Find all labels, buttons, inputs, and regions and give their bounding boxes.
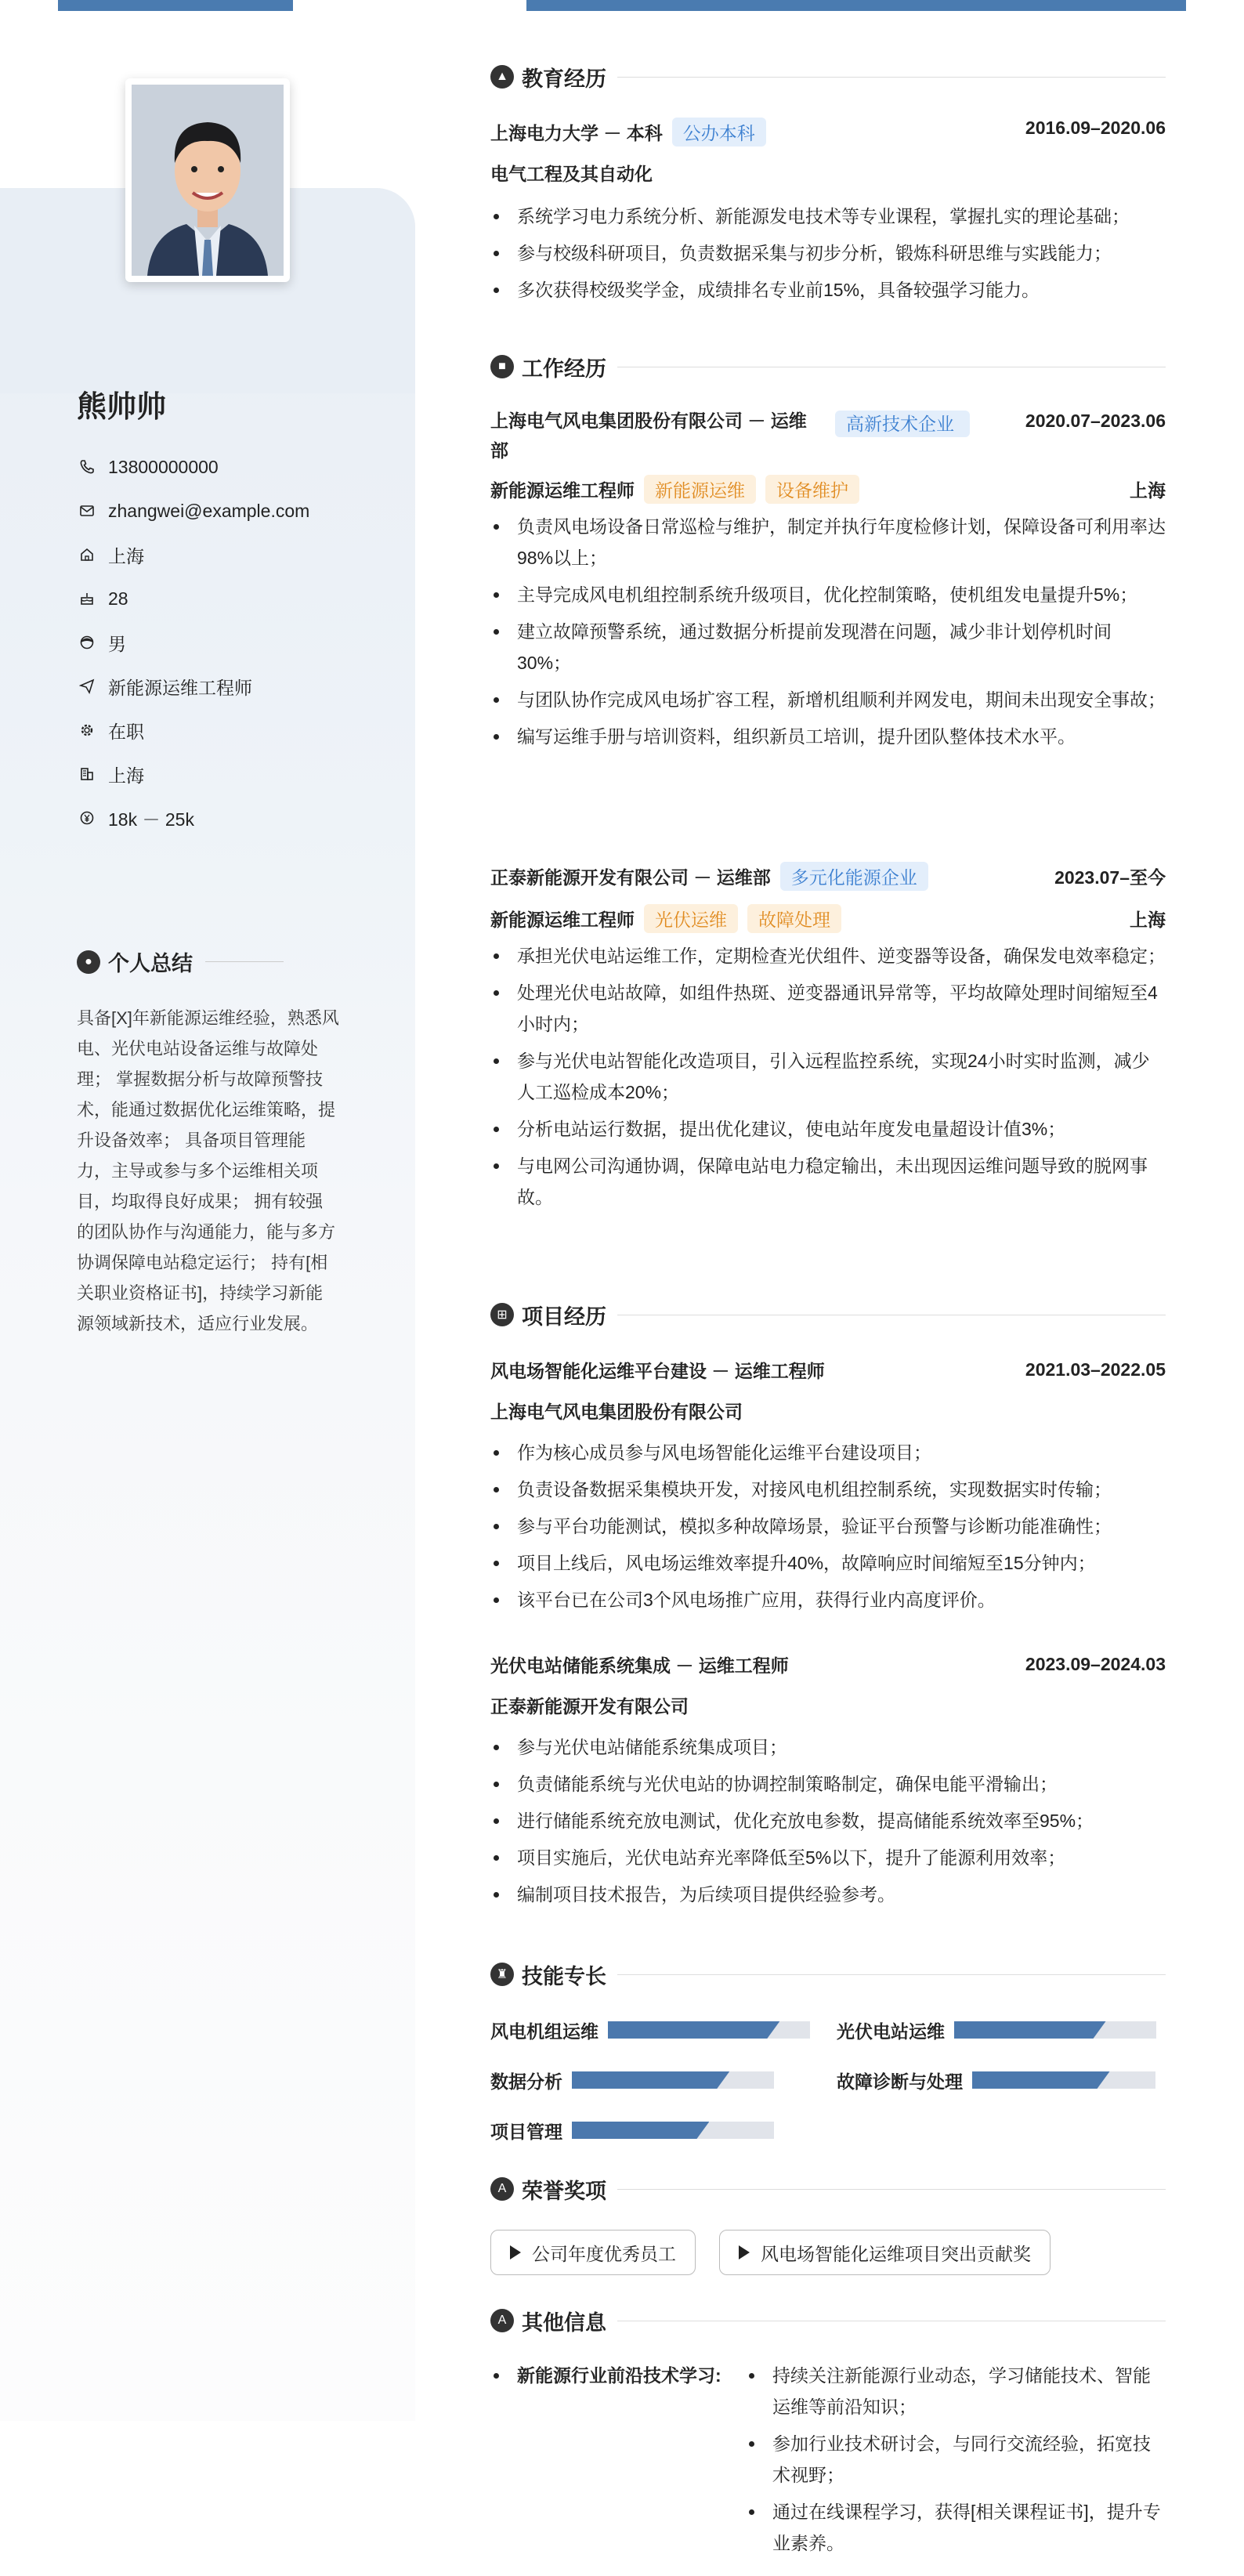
summary-title: ● 个人总结 xyxy=(77,946,284,977)
city-row: 上海 xyxy=(77,752,309,796)
skill-bar xyxy=(972,2071,1110,2089)
building-icon xyxy=(77,764,97,784)
list-item: 负责风电场设备日常巡检与维护，制定并执行年度检修计划，保障设备可利用率达98%以上； xyxy=(490,511,1166,573)
yen-icon xyxy=(77,808,97,828)
user-icon: ● xyxy=(77,950,100,974)
list-item: 作为核心成员参与风电场智能化运维平台建设项目； xyxy=(490,1437,1166,1468)
project-entry: 光伏电站储能系统集成 － 运维工程师 2023.09–2024.03 正泰新能源开发有限公司 参与光伏电站储能系统集成项目； 负责储能系统与光伏电站的协调控制策略制定，确保电能平滑输出； 进行储能系统充放电测试，优化充放电参数，提高储能系统效率至95%； 项目实施后，光伏电站弃光率降低至5%以下，提升了能源利用效率； 编制项目技术报告，为后续项目提供经验参考。 xyxy=(490,1648,1166,1910)
top-accent-bar-right xyxy=(526,0,1186,11)
list-item: 编写运维手册与培训资料，组织新员工培训，提升团队整体技术水平。 xyxy=(490,721,1166,752)
skill-bar xyxy=(954,2021,1106,2039)
list-item: 该平台已在公司3个风电场推广应用，获得行业内高度评价。 xyxy=(490,1584,1166,1615)
list-item: 负责设备数据采集模块开发，对接风电机组控制系统，实现数据实时传输； xyxy=(490,1474,1166,1505)
phone-row: 13800000000 xyxy=(77,445,309,489)
play-icon xyxy=(510,2245,521,2259)
cake-icon xyxy=(77,588,97,609)
age-row: 28 xyxy=(77,577,309,620)
school-tag: 公办本科 xyxy=(672,118,766,147)
avatar xyxy=(125,78,290,282)
list-item: 参与平台功能测试，模拟多种故障场景，验证平台预警与诊断功能准确性； xyxy=(490,1511,1166,1542)
honor-item: 风电场智能化运维项目突出贡献奖 xyxy=(719,2230,1051,2275)
trophy-icon: ♜ xyxy=(490,1963,514,1986)
work-entry: 正泰新能源开发有限公司 － 运维部 多元化能源企业 2023.07–至今 新能源运维工程师 光伏运维 故障处理 上海 承担光伏电站运维工作，定期检查光伏组件、逆变器等设备，确保发电效率稳定； 处理光伏电站故障，如组件热斑、逆变器通讯异常等，平均故障处理时间缩短至4小时内； 参与光伏电站智能化改造项目，引入远程监控系统，实现24小时实时监测，减少人工巡检成本20%； 分析电站运行数据，提出优化建议，使电站年度发电量超设计值3%； 与电网公司沟通协调，保障电站电力稳定输出，未出现因运维问题导致的脱网事故。 xyxy=(490,860,1166,1213)
list-item: 承担光伏电站运维工作，定期检查光伏组件、逆变器等设备，确保发电效率稳定； xyxy=(490,940,1166,971)
education-entry: 上海电力大学 － 本科 公办本科 2016.09–2020.06 电气工程及其自动化 系统学习电力系统分析、新能源发电技术等专业课程，掌握扎实的理论基础； 参与校级科研项目，负责数据采集与初步分析，锻炼科研思维与实践能力； 多次获得校级奖学金，成绩排名专业前15%，具备较强学习能力。 xyxy=(490,118,1166,306)
list-item: 负责储能系统与光伏电站的协调控制策略制定，确保电能平滑输出； xyxy=(490,1768,1166,1800)
mail-icon xyxy=(77,501,97,521)
list-item: 主导完成风电机组控制系统升级项目，优化控制策略，使机组发电量提升5%； xyxy=(490,579,1166,610)
list-item: 项目实施后，光伏电站弃光率降低至5%以下，提升了能源利用效率； xyxy=(490,1842,1166,1873)
gear-icon xyxy=(77,720,97,740)
skill-bar xyxy=(608,2021,779,2039)
list-item: 系统学习电力系统分析、新能源发电技术等专业课程，掌握扎实的理论基础； xyxy=(490,201,1166,232)
home-icon xyxy=(77,545,97,565)
gender-icon xyxy=(77,632,97,653)
briefcase-icon: ■ xyxy=(490,355,514,378)
skill-bar xyxy=(572,2122,709,2139)
skill-item: 光伏电站运维 xyxy=(837,2017,1156,2043)
award-icon: A xyxy=(490,2177,514,2201)
skill-item: 风电机组运维 xyxy=(490,2017,810,2043)
portrait-image xyxy=(132,85,284,276)
skill-bar xyxy=(572,2071,729,2089)
phone-icon xyxy=(77,457,97,477)
top-accent-bar-left xyxy=(58,0,293,11)
work-section-header: ■ 工作经历 xyxy=(490,351,1166,382)
send-icon xyxy=(77,676,97,696)
list-item: 持续关注新能源行业动态，学习储能技术、智能运维等前沿知识； xyxy=(746,2360,1166,2422)
grid-icon: ⊞ xyxy=(490,1303,514,1326)
company-tag: 多元化能源企业 xyxy=(780,862,928,891)
list-item: 多次获得校级奖学金，成绩排名专业前15%，具备较强学习能力。 xyxy=(490,274,1166,306)
list-item: 项目上线后，风电场运维效率提升40%，故障响应时间缩短至15分钟内； xyxy=(490,1547,1166,1579)
salary-row: 18k － 25k xyxy=(77,796,309,840)
list-item: 参与光伏电站智能化改造项目，引入远程监控系统，实现24小时实时监测，减少人工巡检成本20%； xyxy=(490,1045,1166,1108)
skill-item: 项目管理 xyxy=(490,2117,774,2144)
location-row: 上海 xyxy=(77,533,309,577)
skills-section-header: ♜ 技能专长 xyxy=(490,1959,1166,1990)
contact-info xyxy=(77,445,309,840)
education-section-header: ▲ 教育经历 xyxy=(490,61,1166,92)
list-item: 参加行业技术研讨会，与同行交流经验，拓宽技术视野； xyxy=(746,2428,1166,2491)
status-row: 在职 xyxy=(77,708,309,752)
info-icon: A xyxy=(490,2309,514,2332)
list-item: 与电网公司沟通协调，保障电站电力稳定输出，未出现因运维问题导致的脱网事故。 xyxy=(490,1150,1166,1213)
other-section-header: A 其他信息 xyxy=(490,2305,1166,2336)
work-entry: 上海电气风电集团股份有限公司 － 运维部 高新技术企业 2020.07–2023.06 新能源运维工程师 新能源运维 设备维护 上海 负责风电场设备日常巡检与维护，制定并执行年度检修计划，保障设备可利用率达98%以上； 主导完成风电机组控制系统升级项目，优化控制策略，使机组发电量提升5%； 建立故障预警系统，通过数据分析提前发现潜在问题，减少非计划停机时间30%； 与团队协作完成风电场扩容工程，新增机组顺利并网发电，期间未出现安全事故； 编写运维手册与培训资料，组织新员工培训，提升团队整体技术水平。 xyxy=(490,406,1166,752)
projects-section-header: ⊞ 项目经历 xyxy=(490,1299,1166,1330)
list-item: 进行储能系统充放电测试，优化充放电参数，提高储能系统效率至95%； xyxy=(490,1805,1166,1836)
graduation-cap-icon: ▲ xyxy=(490,65,514,89)
list-item: 参与校级科研项目，负责数据采集与初步分析，锻炼科研思维与实践能力； xyxy=(490,237,1166,269)
honor-item: 公司年度优秀员工 xyxy=(490,2230,696,2275)
list-item: 处理光伏电站故障，如组件热斑、逆变器通讯异常等，平均故障处理时间缩短至4小时内； xyxy=(490,977,1166,1040)
education-list xyxy=(490,201,1166,306)
company-tag: 高新技术企业 xyxy=(835,411,970,437)
email-row: zhangwei@example.com xyxy=(77,489,309,533)
list-item: 通过在线课程学习，获得[相关课程证书]，提升专业素养。 xyxy=(746,2496,1166,2559)
list-item: 编制项目技术报告，为后续项目提供经验参考。 xyxy=(490,1879,1166,1910)
project-entry: 风电场智能化运维平台建设 － 运维工程师 2021.03–2022.05 上海电气风电集团股份有限公司 作为核心成员参与风电场智能化运维平台建设项目； 负责设备数据采集模块开发，对接风电机组控制系统，实现数据实时传输； 参与平台功能测试，模拟多种故障场景，验证平台预警与诊断功能准确性； 项目上线后，风电场运维效率提升40%，故障响应时间缩短至15分钟内； 该平台已在公司3个风电场推广应用，获得行业内高度评价。 xyxy=(490,1354,1166,1615)
honors-section-header: A 荣誉奖项 xyxy=(490,2173,1166,2205)
skill-item: 故障诊断与处理 xyxy=(837,2067,1155,2093)
list-item: 参与光伏电站储能系统集成项目； xyxy=(490,1731,1166,1763)
person-name: 熊帅帅 xyxy=(77,391,167,424)
gender-row: 男 xyxy=(77,620,309,664)
position-row: 新能源运维工程师 xyxy=(77,664,309,708)
list-item: 与团队协作完成风电场扩容工程，新增机组顺利并网发电，期间未出现安全事故； xyxy=(490,684,1166,715)
summary-text: 具备[X]年新能源运维经验，熟悉风电、光伏电站设备运维与故障处理； 掌握数据分析与故障预警技术，能通过数据优化运维策略，提升设备效率； 具备项目管理能力，主导或参与多个运维相关项目，均取得良好成果； 拥有较强的团队协作与沟通能力，能与多方协调保障电站稳定运行； 持有[相关职业资格证书]，持续学习新能源领域新技术，适应行业发展。 xyxy=(77,1008,339,1333)
list-item: 分析电站运行数据，提出优化建议，使电站年度发电量超设计值3%； xyxy=(490,1113,1166,1145)
play-icon xyxy=(739,2245,750,2259)
skill-item: 数据分析 xyxy=(490,2067,774,2093)
list-item: 建立故障预警系统，通过数据分析提前发现潜在问题，减少非计划停机时间30%； xyxy=(490,616,1166,678)
other-info: 新能源行业前沿技术学习: 持续关注新能源行业动态，学习储能技术、智能运维等前沿知识； 参加行业技术研讨会，与同行交流经验，拓宽技术视野； 通过在线课程学习，获得[相关课程证书]，提升专业素养。 xyxy=(490,2360,1166,2559)
